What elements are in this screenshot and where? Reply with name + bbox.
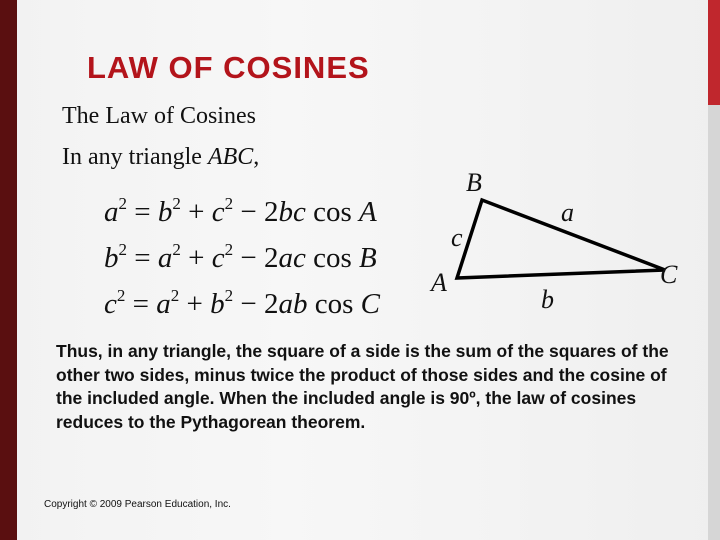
copyright-notice: Copyright © 2009 Pearson Education, Inc. <box>44 499 231 510</box>
formula-a: $a^2 = b^2 + c^2 - 2bc$ cos A <box>104 194 377 228</box>
formula-c: $c^2 = a^2 + b^2 - 2ab$ cos C <box>104 286 380 320</box>
slide-subtitle: The Law of Cosines <box>62 103 256 129</box>
vertex-label-a: A <box>431 268 447 297</box>
intro-prefix: In any triangle <box>62 144 208 170</box>
side-label-a: a <box>561 198 574 227</box>
vertex-label-b: B <box>466 168 482 197</box>
right-gray-bar <box>708 105 720 540</box>
explanation-paragraph: Thus, in any triangle, the square of a side is the sum of the squares of the other two sides, minus twice the product of those sides and the cosine of the included angle. When the included angle is 90º, the law of cosines reduces to the Pythagorean theorem. <box>56 341 669 432</box>
side-label-c: c <box>451 223 463 252</box>
right-accent-bar <box>708 0 720 105</box>
vertex-label-c: C <box>660 260 678 289</box>
intro-triangle-name: ABC <box>207 144 254 170</box>
triangle-diagram <box>425 168 695 318</box>
intro-line <box>62 144 259 171</box>
slide-title: LAW OF COSINES <box>87 50 370 85</box>
left-accent-bar <box>0 0 17 540</box>
formula-b: $b^2 = a^2 + c^2 - 2ac$ cos B <box>104 240 377 274</box>
side-label-b: b <box>541 285 554 314</box>
intro-suffix: , <box>253 144 260 170</box>
